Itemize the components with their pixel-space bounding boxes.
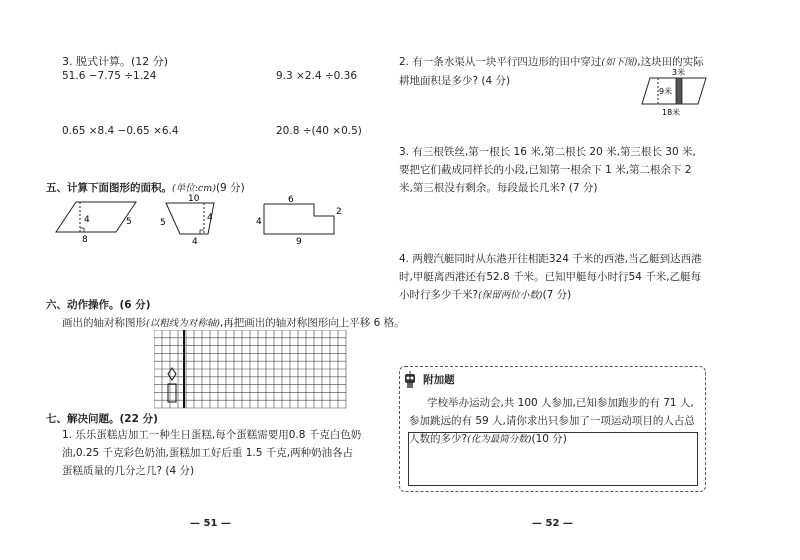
fig2-left-label: 5	[160, 218, 166, 228]
bonus-answer-box[interactable]	[408, 432, 698, 486]
fig3-bottom-label: 9	[296, 237, 302, 246]
section-7-title: 七、解决问题。(22 分)	[46, 413, 158, 425]
page-number-right: — 52 —	[532, 518, 573, 529]
fig-height-label: 9米	[659, 87, 673, 96]
problem-3-text: 3. 有三根铁丝,第一根长 16 米,第二根长 20 米,第三根长 30 米,要把它们截成同样长的小段,已知第一根余下 1 米,第二根余下 2 米,第三根没有剩余。每段最长几米? (7 分)	[399, 146, 696, 194]
fig1-side-label: 5	[126, 217, 132, 227]
robot-mascot-icon	[402, 371, 418, 389]
fig2-top-label: 10	[188, 194, 200, 204]
fig-canal-width-label: 3米	[672, 68, 686, 77]
calc-4: 20.8 ÷(40 ×0.5)	[276, 125, 362, 137]
field-canal-figure	[640, 66, 712, 118]
problem-1-text: 1. 乐乐蛋糕店加工一种生日蛋糕,每个蛋糕需要用0.8 千克白色奶油,0.25 千克彩色奶油,蛋糕加工好后重 1.5 千克,两种奶油各占蛋糕质量的几分之几? (4 分)	[62, 429, 362, 477]
bonus-text: 学校举办运动会,共 100 人参加,已知参加跑步的有 71 人,参加跳远的有 59 人,请你求出只参加了一项运动项目的人占总人数的多少?(化为最简分数)(10 分)	[409, 397, 695, 445]
fig-base-label: 18米	[662, 108, 681, 117]
parallelogram-figure	[54, 198, 142, 244]
q3-title: 3. 脱式计算。(12 分)	[62, 55, 169, 68]
calc-3: 0.65 ×8.4 −0.65 ×6.4	[62, 125, 179, 137]
section-6-title: 六、动作操作。(6 分)	[46, 299, 151, 311]
section-6-text: 画出的轴对称图形(以粗线为对称轴),再把画出的轴对称图形向上平移 6 格。	[62, 317, 405, 329]
fig2-bottom-label: 4	[192, 237, 198, 246]
rect-shape	[168, 384, 176, 402]
section-5-title: 五、计算下面图形的面积。(单位:cm)(9 分)	[46, 182, 245, 194]
calc-2: 9.3 ×2.4 ÷0.36	[276, 70, 358, 82]
bonus-header	[402, 369, 455, 389]
trapezoid-figure	[156, 194, 220, 246]
page-number-left: — 51 —	[190, 518, 231, 529]
fig3-left-label: 4	[256, 217, 262, 227]
diamond-shape	[168, 368, 176, 380]
bonus-title: 附加题	[423, 374, 455, 386]
fig3-right-label: 2	[336, 207, 342, 217]
fig2-height-label: 4	[207, 213, 213, 223]
fig1-height-label: 4	[84, 215, 90, 225]
fig3-top-label: 6	[288, 195, 294, 205]
drawing-grid[interactable]	[154, 330, 354, 410]
calc-1: 51.6 −7.75 ÷1.24	[62, 70, 157, 82]
composite-figure	[252, 194, 348, 246]
fig1-base-label: 8	[82, 235, 88, 244]
problem-4-text: 4. 两艘汽艇同时从东港开往相距324 千米的西港,当乙艇到达西港时,甲艇离西港还有52.8 千米。已知甲艇每小时行54 千米,乙艇每小时行多少千米?(保留两位小数)(7 分)	[399, 253, 702, 301]
problem-2-text: 2. 有一条水渠从一块平行四边形的田中穿过(如下图),这块田的实际耕地面积是多少? (4 分)	[399, 56, 704, 87]
